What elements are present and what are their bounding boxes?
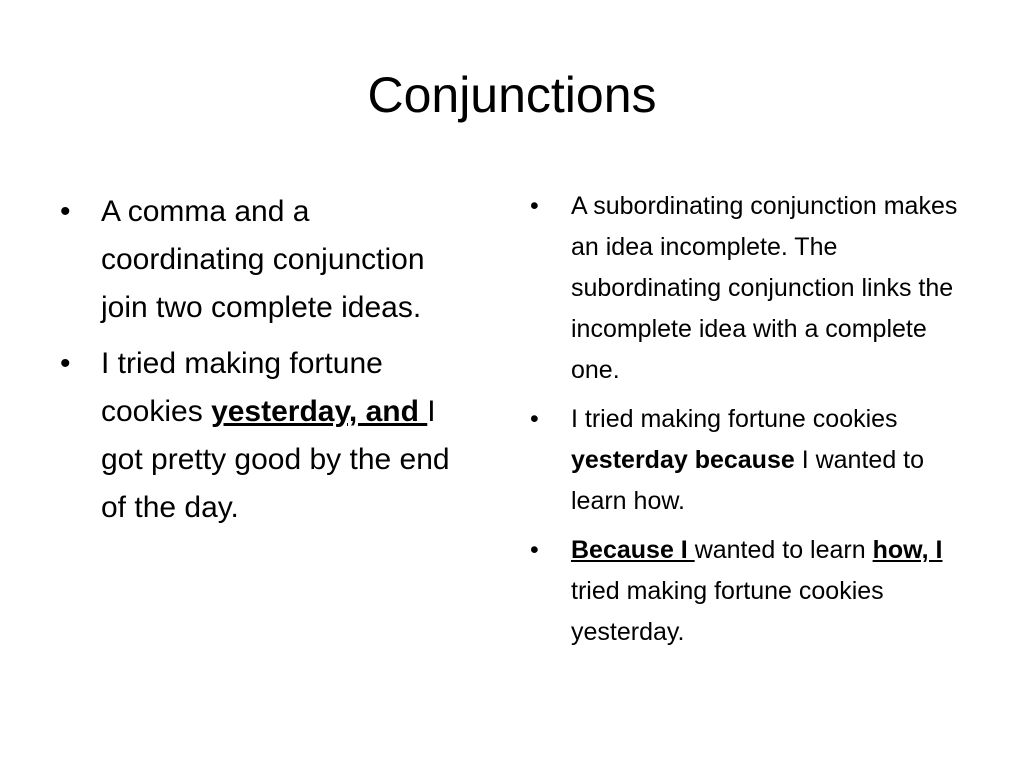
right-bullet-text-1: A subordinating conjunction makes an idea incomplete. The subordinating conjunction links the incomplete idea with a complete one. (571, 192, 958, 384)
left-bullet-item-2 (56, 340, 456, 532)
right-bullet-list (526, 186, 976, 661)
left-bullet-text-2-after: I got pretty good by the end of the day. (101, 395, 450, 524)
bullet-icon: • (60, 347, 71, 380)
right-bullet-text-3-after: tried making fortune cookies yesterday. (571, 577, 884, 646)
right-bullet-text-3-emphasis-1: Because I (571, 536, 695, 564)
bullet-icon: • (530, 192, 539, 220)
left-bullet-text-2-before: I tried making fortune cookies (101, 347, 383, 428)
right-bullet-item-3 (526, 530, 976, 653)
right-bullet-text-2-before: I tried making fortune cookies (571, 405, 898, 433)
right-bullet-text-3-middle: wanted to learn (694, 536, 873, 564)
left-bullet-text-1: A comma and a coordinating conjunction join two complete ideas. (101, 195, 425, 324)
right-bullet-text-3-emphasis-2: how, I (872, 536, 943, 564)
bullet-icon: • (60, 195, 71, 228)
left-bullet-text-2-emphasis: yesterday, and (211, 395, 428, 428)
bullet-icon: • (530, 405, 539, 433)
right-bullet-item-2 (526, 399, 976, 522)
slide-title: Conjunctions (367, 67, 657, 123)
right-bullet-item-1 (526, 186, 976, 391)
left-bullet-list (56, 188, 456, 540)
right-bullet-text-2-after: I wanted to learn how. (571, 446, 925, 515)
left-bullet-item-1 (56, 188, 456, 332)
bullet-icon: • (530, 536, 539, 564)
right-bullet-text-2-emphasis: yesterday because (571, 446, 795, 474)
